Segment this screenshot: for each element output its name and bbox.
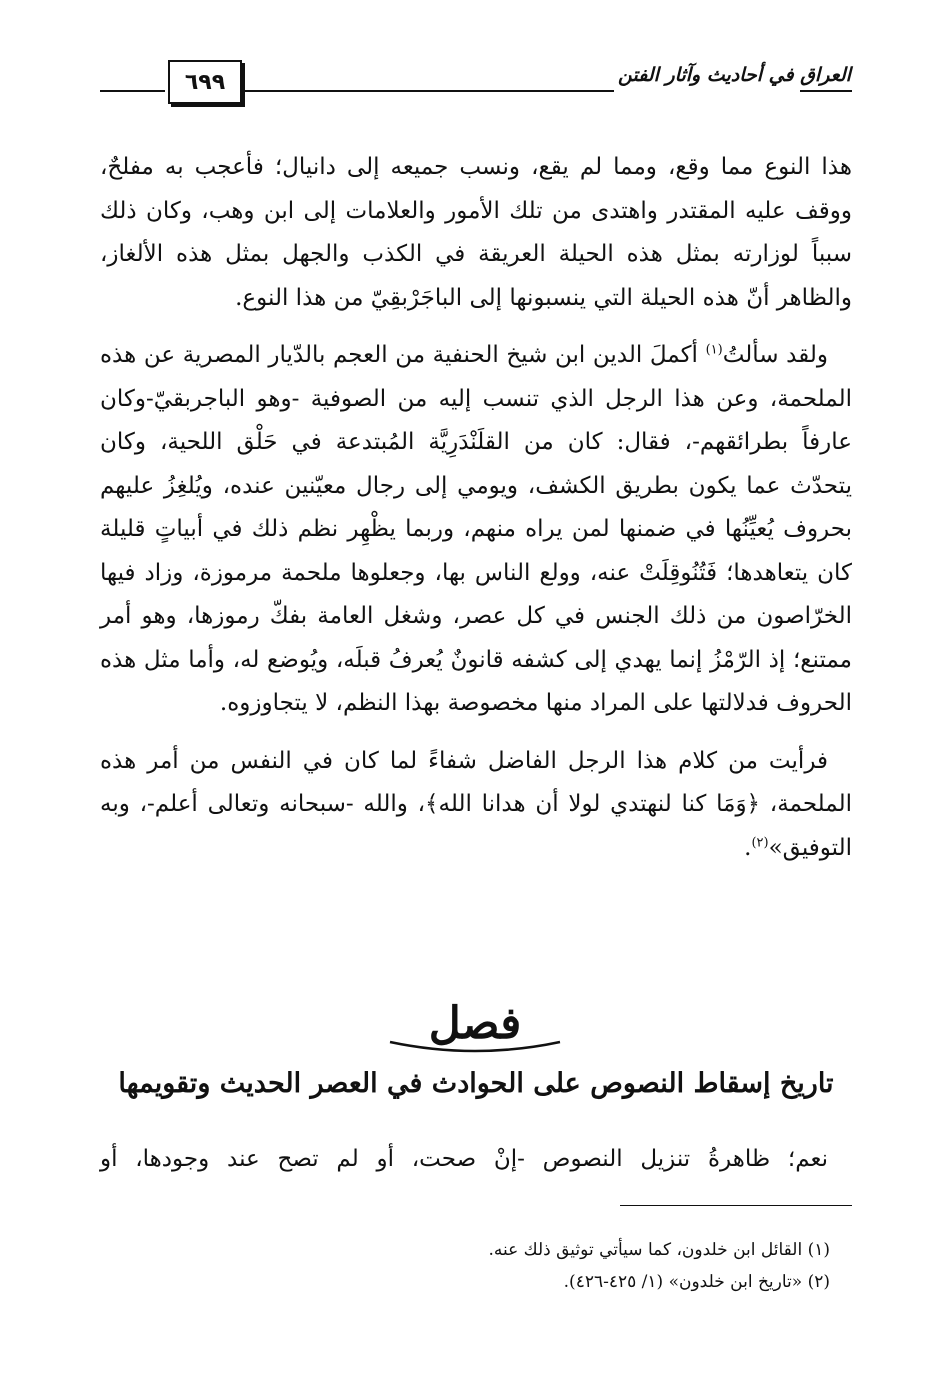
paragraph-3-end: .	[744, 834, 752, 861]
page-number: ٦٩٩	[168, 60, 242, 104]
section-mark-text: فصل	[428, 998, 522, 1049]
header-rule-right	[800, 90, 852, 92]
footnote-ref-2[interactable]: (٢)	[751, 834, 769, 850]
footnote-1: (١) القائل ابن خلدون، كما سيأتي توثيق ذلك عنه.	[488, 1240, 830, 1260]
section-calligraphy-icon	[360, 990, 590, 1060]
footnotes	[100, 1234, 830, 1298]
footnote-divider	[620, 1205, 852, 1206]
page-header	[100, 58, 852, 106]
paragraph-2	[100, 334, 852, 726]
header-rule-middle	[242, 90, 614, 92]
book-title: العراق في أحاديث وآثار الفتن	[618, 64, 851, 86]
paragraph-2-text: أكملَ الدين ابن شيخ الحنفية من العجم بالدّيار المصرية عن هذه الملحمة، وعن هذا الرجل الذي تنسب إليه من الصوفية -وهو الباجربقيّ-وكان عارفاً بطرائقهم-، فقال: كان من القلَنْدَرِيَّة المُبتدعة في حَلْق اللحية، وكان يتحدّث عما يكون بطريق الكشف، ويومي إلى رجال معيّنين عنده، ويُلغِزُ عليهم بحروف يُعيِّنُها في ضمنها لمن يراه منهم، وربما يظْهِر نظم ذلك في أبياتٍ قليلة كان يتعاهدها؛ فَتُنُوقِلَتْ عنه، وولع الناس بها، وجعلوها ملحمة مرموزة، وزاد فيها الخرّاصون من ذلك الجنس في كل عصر، وشغل العامة بفكّ رموزها، وهو أمر ممتنع؛ إذ الرّمْزُ إنما يهدي إلى كشفه قانونٌ يُعرفُ قبلَه، ويُوضع له، وأما مثل هذه الحروف فدلالتها على المراد منها مخصوصة بهذا النظم، لا يتجاوزوه.	[100, 342, 852, 716]
paragraph-2-lead: ولقد سألتُ	[722, 342, 828, 368]
footnote-2: (٢) «تاريخ ابن خلدون» (١/ ٤٢٥-٤٢٦).	[563, 1272, 830, 1292]
paragraph-1	[100, 146, 852, 320]
main-text	[100, 146, 852, 870]
header-rule-left	[100, 90, 165, 92]
paragraph-3	[100, 740, 852, 871]
section-opening-line: نعم؛ ظاهرةُ تنزيل النصوص -إنْ صحت، أو لم تصح عند وجودها، أو	[100, 1146, 828, 1172]
paragraph-1-text: هذا النوع مما وقع، ومما لم يقع، ونسب جميعه إلى دانيال؛ فأعجب به مفلحٌ، ووقف عليه المقتدر واهتدى من تلك الأمور والعلامات إلى ابن وهب، وكان ذلك سبباً لوزارته بمثل هذه الحيلة العريقة في الكذب والجهل بمثل هذه الألغاز، والظاهر أنّ هذه الحيلة التي ينسبونها إلى الباجَرْبقِيّ من هذا النوع.	[100, 154, 852, 311]
section-title: تاريخ إسقاط النصوص على الحوادث في العصر الحديث وتقويمها	[118, 1068, 834, 1099]
paragraph-3-text: فرأيت من كلام هذا الرجل الفاضل شفاءً لما كان في النفس من أمر هذه الملحمة، ﴿وَمَا كنا لنهتدي لولا أن هدانا الله﴾، والله -سبحانه وتعالى أعلم-، وبه التوفيق»	[100, 747, 852, 861]
footnote-ref-1[interactable]: (١)	[705, 342, 723, 358]
section-ornament	[360, 990, 590, 1060]
